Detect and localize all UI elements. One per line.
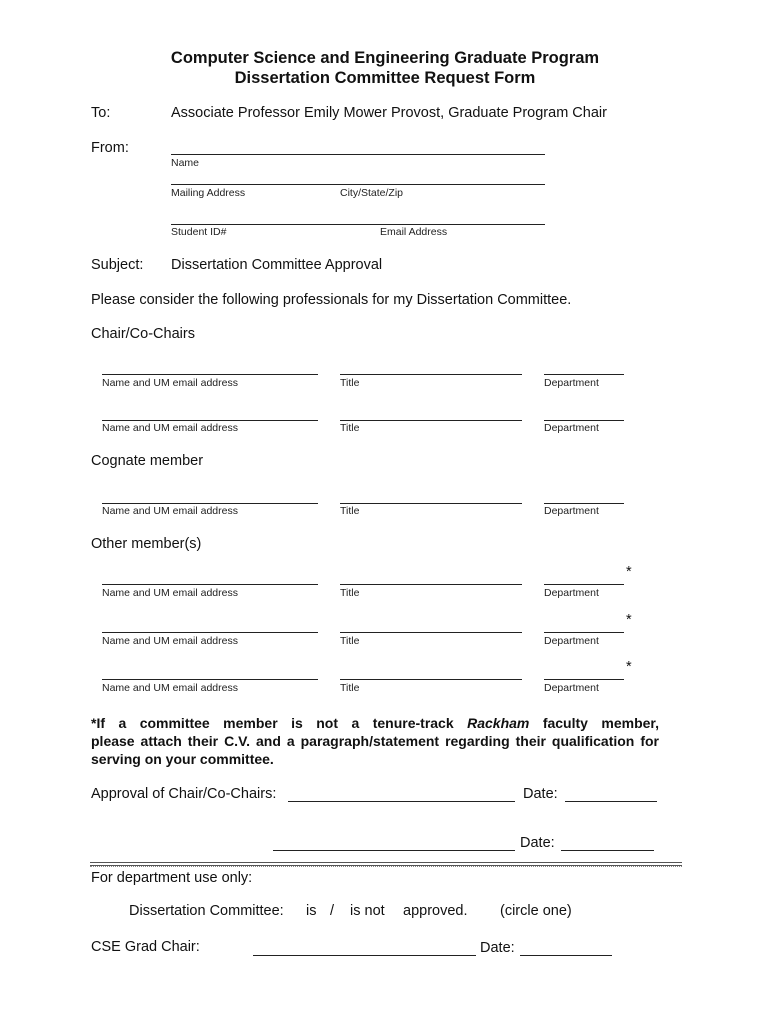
approval-date-line [565, 801, 657, 802]
cognate-title-line [340, 503, 522, 504]
approval-signature-2-input[interactable] [273, 834, 513, 850]
chair2-name-line [102, 420, 318, 421]
other2-department-line [544, 632, 624, 633]
note-line-3: serving on your committee. [91, 751, 274, 767]
cognate-department-line [544, 503, 624, 504]
other3-department-caption: Department [544, 682, 599, 694]
other1-title-input[interactable] [340, 568, 520, 584]
grad-chair-date-line [520, 955, 612, 956]
other1-department-line [544, 584, 624, 585]
cognate-name-line [102, 503, 318, 504]
chair1-title-caption: Title [340, 377, 360, 389]
chair2-title-line [340, 420, 522, 421]
approval-date-2-label: Date: [520, 835, 555, 851]
other3-asterisk: * [626, 659, 632, 675]
approval-signature-2-line [273, 850, 515, 851]
approval-date-label: Date: [523, 786, 558, 802]
chair2-department-line [544, 420, 624, 421]
circle-one-instruction: (circle one) [500, 903, 572, 919]
option-is[interactable]: is [306, 903, 317, 919]
city-state-zip-caption: City/State/Zip [340, 187, 404, 199]
other1-title-line [340, 584, 522, 585]
form-title-line-2: Dissertation Committee Request Form [234, 69, 536, 87]
cognate-name-input[interactable] [102, 487, 316, 503]
student-id-caption: Student ID# [171, 226, 227, 238]
chair1-name-line [102, 374, 318, 375]
other1-name-line [102, 584, 318, 585]
chair1-name-input[interactable] [102, 358, 316, 374]
subject-value: Dissertation Committee Approval [171, 257, 383, 273]
form-title-line-1: Computer Science and Engineering Graduate Program [170, 49, 600, 67]
section-heading-cognate: Cognate member [91, 453, 204, 469]
approval-date-2-line [561, 850, 654, 851]
note-rackham-emphasis: Rackham [467, 715, 530, 731]
mailing-address-caption: Mailing Address [171, 187, 246, 199]
chair2-department-input[interactable] [544, 404, 622, 420]
other3-title-caption: Title [340, 682, 360, 694]
chair1-title-line [340, 374, 522, 375]
note-line-1 [91, 714, 659, 732]
chair1-department-input[interactable] [544, 358, 622, 374]
from-label: From: [91, 140, 129, 156]
grad-chair-date-input[interactable] [520, 939, 610, 955]
cognate-title-input[interactable] [340, 487, 520, 503]
chair2-title-caption: Title [340, 422, 360, 434]
committee-approval-label: Dissertation Committee: [129, 903, 284, 919]
other1-asterisk: * [626, 564, 632, 580]
chair1-department-line [544, 374, 624, 375]
cognate-department-input[interactable] [544, 487, 622, 503]
grad-chair-signature-line [253, 955, 476, 956]
other3-title-line [340, 679, 522, 680]
other2-title-caption: Title [340, 635, 360, 647]
other2-title-line [340, 632, 522, 633]
chair1-department-caption: Department [544, 377, 599, 389]
grad-chair-date-label: Date: [480, 940, 515, 956]
other3-department-line [544, 679, 624, 680]
approval-signature-input[interactable] [288, 785, 513, 801]
approval-date-2-input[interactable] [561, 834, 652, 850]
email-address-caption: Email Address [380, 226, 448, 238]
student-id-email-input[interactable] [171, 208, 543, 224]
other1-title-caption: Title [340, 587, 360, 599]
option-separator: / [330, 903, 335, 919]
note-line-2: please attach their C.V. and a paragraph/statement regarding their qualification for [91, 733, 659, 749]
name-input[interactable] [171, 138, 543, 154]
other1-name-input[interactable] [102, 568, 316, 584]
other3-name-input[interactable] [102, 663, 316, 679]
chair2-department-caption: Department [544, 422, 599, 434]
approved-text: approved. [403, 903, 468, 919]
other3-department-input[interactable] [544, 663, 622, 679]
chair1-name-caption: Name and UM email address [102, 377, 238, 389]
student-id-line [171, 224, 545, 225]
other2-name-caption: Name and UM email address [102, 635, 238, 647]
chair2-title-input[interactable] [340, 404, 520, 420]
option-is-not[interactable]: is not [350, 903, 385, 919]
note-part-2: faculty member, [529, 715, 659, 731]
grad-chair-signature-input[interactable] [253, 939, 474, 955]
cognate-title-caption: Title [340, 505, 360, 517]
other1-department-caption: Department [544, 587, 599, 599]
mailing-address-line [171, 184, 545, 185]
chair1-title-input[interactable] [340, 358, 520, 374]
cognate-department-caption: Department [544, 505, 599, 517]
name-line [171, 154, 545, 155]
mailing-address-input[interactable] [171, 168, 543, 184]
grad-chair-label: CSE Grad Chair: [91, 939, 200, 955]
other2-name-input[interactable] [102, 616, 316, 632]
chair2-name-input[interactable] [102, 404, 316, 420]
department-use-heading: For department use only: [91, 870, 253, 886]
other3-name-line [102, 679, 318, 680]
other2-department-caption: Department [544, 635, 599, 647]
other1-name-caption: Name and UM email address [102, 587, 238, 599]
approval-date-input[interactable] [565, 785, 655, 801]
other3-name-caption: Name and UM email address [102, 682, 238, 694]
approval-signature-line [288, 801, 515, 802]
name-caption: Name [171, 157, 200, 169]
department-use-dotted-rule [90, 866, 682, 867]
other1-department-input[interactable] [544, 568, 622, 584]
section-heading-chairs: Chair/Co-Chairs [91, 326, 195, 342]
other2-asterisk: * [626, 612, 632, 628]
other3-title-input[interactable] [340, 663, 520, 679]
other2-department-input[interactable] [544, 616, 622, 632]
to-label: To: [91, 105, 111, 121]
subject-label: Subject: [91, 257, 144, 273]
other2-title-input[interactable] [340, 616, 520, 632]
section-heading-other: Other member(s) [91, 536, 202, 552]
approval-label: Approval of Chair/Co-Chairs: [91, 786, 277, 802]
cognate-name-caption: Name and UM email address [102, 505, 238, 517]
cv-requirement-note [91, 714, 659, 768]
to-value: Associate Professor Emily Mower Provost, Graduate Program Chair [171, 105, 607, 121]
chair2-name-caption: Name and UM email address [102, 422, 238, 434]
other2-name-line [102, 632, 318, 633]
intro-text: Please consider the following professionals for my Dissertation Committee. [91, 292, 572, 308]
note-part-1: *If a committee member is not a tenure-track [91, 715, 468, 731]
